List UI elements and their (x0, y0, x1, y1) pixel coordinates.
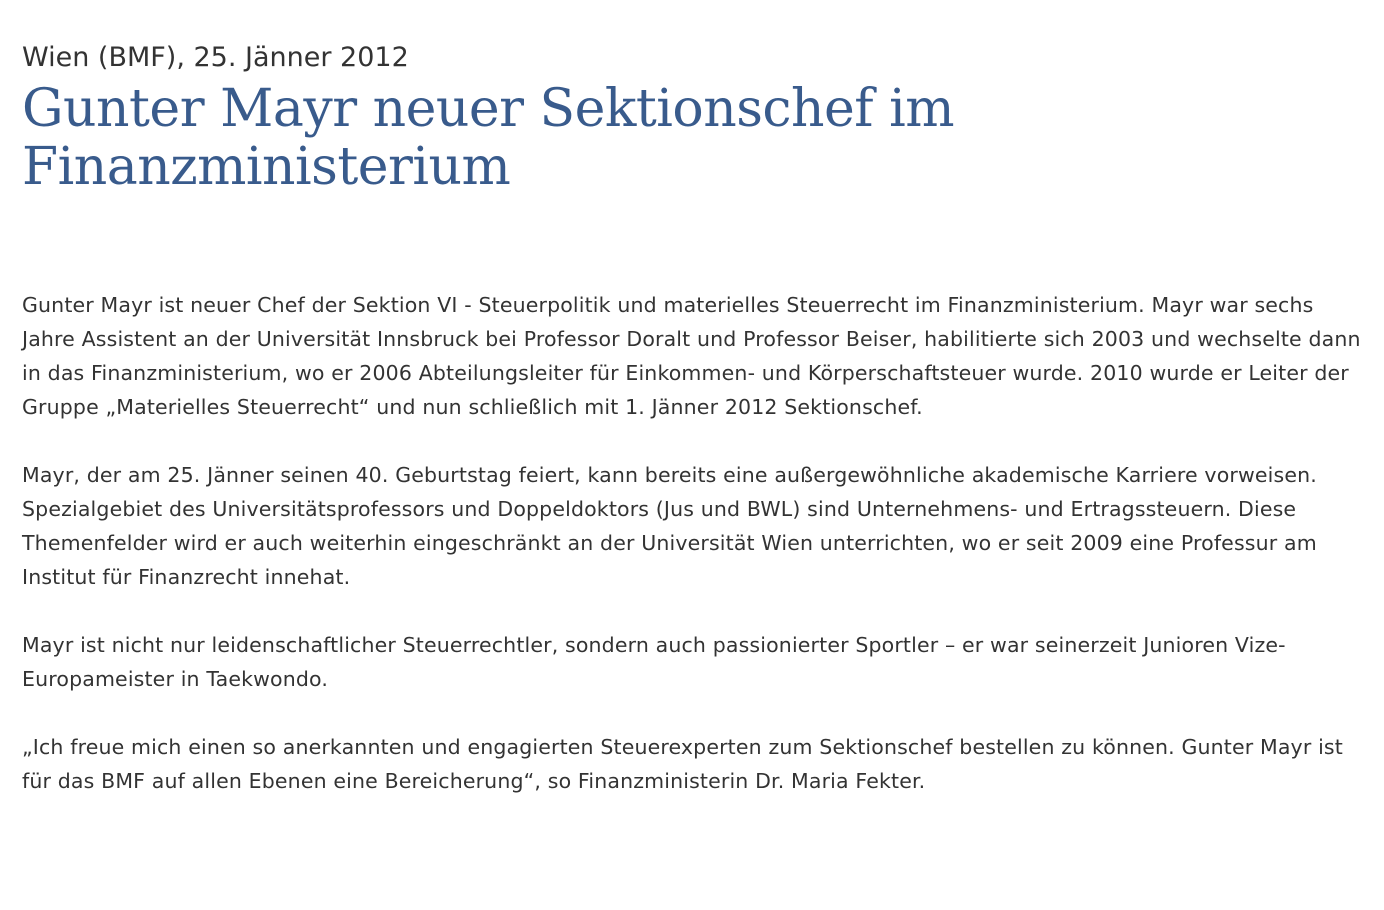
paragraph-sports: Mayr ist nicht nur leidenschaftlicher Steuerrechtler, sondern auch passionierter Sportler – er war seinerzeit Junioren Vize-Europameister in Taekwondo. (22, 633, 1286, 691)
paragraph-quote: „Ich freue mich einen so anerkannten und engagierten Steuerexperten zum Sektionschef bestellen zu können. Gunter Mayr ist für das BMF auf allen Ebenen eine Bereicherung“, so Finanzministerin Dr. Maria Fekter. (22, 735, 1343, 793)
press-release-article (22, 38, 1362, 832)
article-body (22, 288, 1362, 798)
page-title (22, 80, 1362, 196)
paragraph-career: Mayr, der am 25. Jänner seinen 40. Geburtstag feiert, kann bereits eine außergewöhnliche akademische Karriere vorweisen. Spezialgebiet des Universitätsprofessors und Doppeldoktors (Jus und BWL) sind Unternehmens- und Ertragssteuern. Diese Themenfelder wird er auch weiterhin eingeschränkt an der Universität Wien unterrichten, wo er seit 2009 eine Professur am Institut für Finanzrecht innehat. (22, 463, 1317, 589)
paragraph-appointment: Gunter Mayr ist neuer Chef der Sektion VI - Steuerpolitik und materielles Steuerrecht im Finanzministerium. Mayr war sechs Jahre Assistent an der Universität Innsbruck bei Professor Doralt und Professor Beiser, habilitierte sich 2003 und wechselte dann in das Finanzministerium, wo er 2006 Abteilungsleiter für Einkommen- und Körperschaftsteuer wurde. 2010 wurde er Leiter der Gruppe „Materielles Steuerrecht“ und nun schließlich mit 1. Jänner 2012 Sektionschef. (22, 293, 1361, 419)
headline-line-1: Gunter Mayr neuer Sektionschef im (22, 79, 955, 139)
headline-line-2: Finanzministerium (22, 137, 511, 197)
dateline: Wien (BMF), 25. Jänner 2012 (22, 42, 409, 73)
